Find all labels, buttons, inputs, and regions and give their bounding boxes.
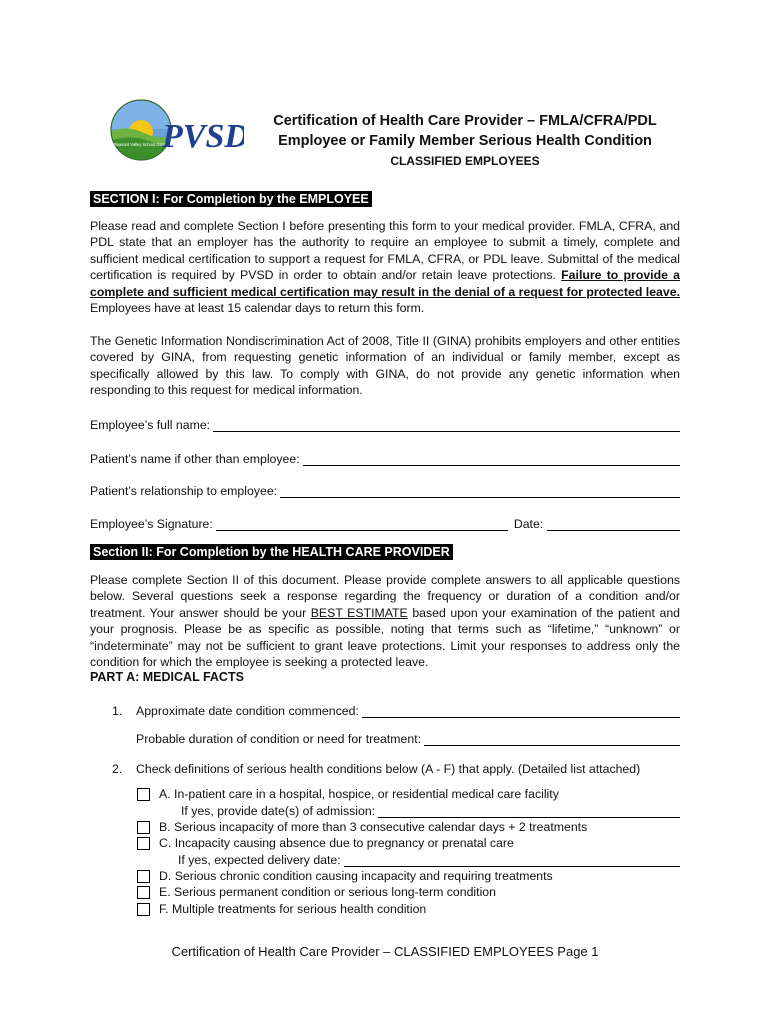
option-a-row[interactable] — [137, 786, 559, 802]
date-label: Date: — [513, 517, 544, 531]
part-a-heading: PART A: MEDICAL FACTS — [90, 670, 244, 684]
question-2-label: Check definitions of serious health conditions below (A - F) that apply. (Detailed list attached) — [136, 762, 641, 776]
option-f-row[interactable] — [137, 901, 426, 917]
admission-date-label: If yes, provide date(s) of admission: — [181, 804, 376, 818]
option-b-label: B. Serious incapacity of more than 3 consecutive calendar days + 2 treatments — [159, 820, 588, 834]
question-1-label: Approximate date condition commenced: — [136, 704, 359, 718]
probable-duration-input[interactable] — [424, 733, 680, 746]
option-d-checkbox[interactable] — [137, 870, 150, 883]
option-f-label: F. Multiple treatments for serious health condition — [159, 902, 427, 916]
section-1-warning: Failure to provide a complete and sufficient medical certification may result in the denial of a request for protected leave. — [90, 268, 681, 299]
question-2-number: 2. — [112, 762, 123, 776]
option-c-checkbox[interactable] — [137, 837, 150, 850]
option-d-label: D. Serious chronic condition causing incapacity and requiring treatments — [159, 869, 553, 883]
question-1-field[interactable] — [136, 700, 680, 718]
section-2-text-a: Please complete Section II of this document. Please provide complete answers to all applicable questions below. Several questions seek a response regarding the frequency or duration of a condition and/or treatment. Your answer should be your — [90, 573, 680, 620]
title-line-1: Certification of Health Care Provider – FMLA/CFRA/PDL — [273, 113, 657, 129]
option-c-row[interactable] — [137, 835, 514, 851]
section-2-paragraph — [90, 572, 680, 670]
form-title — [250, 111, 680, 169]
option-d-row[interactable] — [137, 868, 553, 884]
relationship-label: Patient’s relationship to employee: — [90, 484, 278, 498]
section-1-heading: SECTION I: For Completion by the EMPLOYEE — [90, 191, 372, 207]
option-e-row[interactable] — [137, 884, 496, 900]
signature-label: Employee’s Signature: — [90, 517, 213, 531]
title-subtitle: CLASSIFIED EMPLOYEES — [390, 154, 540, 168]
admission-date-field[interactable] — [181, 802, 680, 818]
option-e-label: E. Serious permanent condition or serious long-term condition — [159, 885, 496, 899]
option-f-checkbox[interactable] — [137, 903, 150, 916]
option-a-checkbox[interactable] — [137, 788, 150, 801]
option-a-label: A. In-patient care in a hospital, hospice, or residential medical care facility — [159, 787, 559, 801]
pvsd-logo — [104, 99, 244, 161]
section-2-text-c: based upon your examination of the patient and your prognosis. Please be as specific as possible, noting that terms such as “lifetime,” “unknown” or “indeterminate” may not be sufficient to grant leave protections. Limit your responses to address only the condition for which the employee is seeking a protected leave. — [90, 605, 680, 670]
question-1-number: 1. — [112, 704, 123, 718]
best-estimate-text: BEST ESTIMATE — [310, 605, 408, 620]
employee-name-input[interactable] — [213, 419, 680, 432]
relationship-field[interactable] — [90, 480, 680, 498]
signature-date-row[interactable] — [90, 513, 680, 531]
option-e-checkbox[interactable] — [137, 886, 150, 899]
pvsd-logo-graphic — [104, 99, 244, 161]
section-2-heading: Section II: For Completion by the HEALTH CARE PROVIDER — [90, 544, 453, 560]
delivery-date-input[interactable] — [344, 854, 680, 867]
question-1b-field[interactable] — [136, 728, 680, 746]
admission-date-input[interactable] — [378, 805, 680, 818]
delivery-date-field[interactable] — [178, 851, 680, 867]
patient-name-field[interactable] — [90, 448, 680, 466]
patient-name-input[interactable] — [303, 453, 680, 466]
gina-paragraph: The Genetic Information Nondiscrimination Act of 2008, Title II (GINA) prohibits employers and other entities covered by GINA, from requesting genetic information of an individual or family member, except as specifically allowed by this law. To comply with GINA, do not provide any genetic information when responding to this request for medical information. — [90, 334, 680, 398]
employee-name-field[interactable] — [90, 414, 680, 432]
option-b-checkbox[interactable] — [137, 821, 150, 834]
date-input[interactable] — [547, 518, 680, 531]
option-b-row[interactable] — [137, 819, 587, 835]
employee-name-label: Employee’s full name: — [90, 418, 211, 432]
option-c-label: C. Incapacity causing absence due to pregnancy or prenatal care — [159, 836, 514, 850]
question-1b-label: Probable duration of condition or need for treatment: — [136, 732, 422, 746]
date-commenced-input[interactable] — [362, 705, 680, 718]
page-footer: Certification of Health Care Provider – CLASSIFIED EMPLOYEES Page 1 — [171, 944, 599, 959]
section-1-return-days: Employees have at least 15 calendar days to return this form. — [90, 301, 425, 316]
patient-name-label: Patient’s name if other than employee: — [90, 452, 300, 466]
relationship-input[interactable] — [280, 485, 680, 498]
section-1-para1-text: Please read and complete Section I before presenting this form to your medical provider. FMLA, CFRA, and PDL state that an employer has the authority to require an employee to submit a timely, complete and sufficient medical certification to support a request for FMLA, CFRA, or PDL leave. Submittal of the medical certification is required by PVSD in order to obtain and/or retain leave protections. — [90, 219, 680, 283]
delivery-date-label: If yes, expected delivery date: — [178, 853, 341, 867]
title-line-2: Employee or Family Member Serious Health Condition — [278, 133, 652, 149]
signature-input[interactable] — [216, 518, 508, 531]
logo-wordmark: PVSD — [162, 118, 244, 155]
logo-tagline: Pleasant Valley School District — [112, 142, 170, 147]
section-1-paragraph-1 — [90, 218, 680, 316]
